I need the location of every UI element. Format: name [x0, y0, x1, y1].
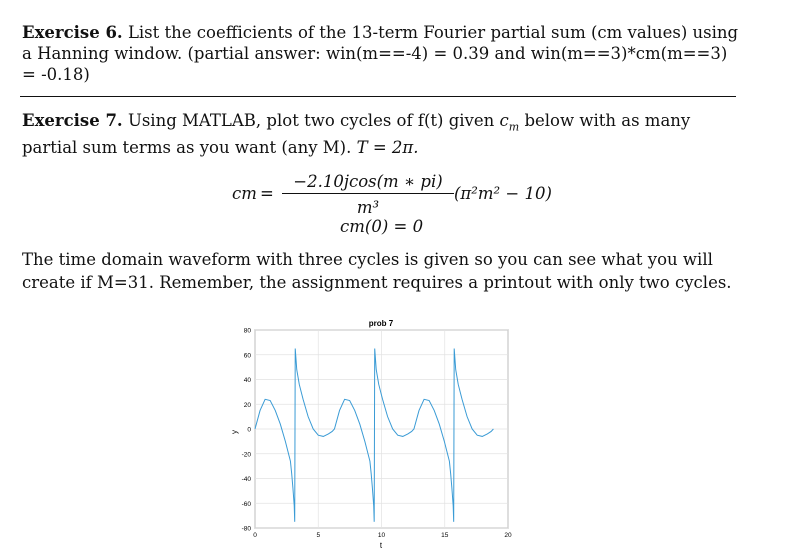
y-tick-label: 80	[243, 327, 251, 335]
waveform-description: The time domain waveform with three cycles is given so you can see what you will create if M=31. Remember, the assignment requires a printout with only two cycles.	[22, 250, 732, 292]
y-tick-labels	[242, 328, 252, 533]
equation-numerator: −2.10jcos(m ∗ pi)	[282, 172, 454, 194]
y-tick-label: -80	[241, 525, 251, 533]
y-tick-label: 20	[243, 401, 251, 409]
exercise-6-text: List the coefficients of the 13-term Fourier partial sum (cm values) using a Hanning window. (partial answer: win(m==-4) = 0.39 and win(m==3)*cm(m==3) = -0.18)	[22, 23, 739, 84]
exercise-7-label: Exercise 7.	[22, 111, 123, 130]
exercise-7	[22, 110, 742, 158]
exercise-6-label: Exercise 6.	[22, 23, 123, 42]
y-tick-label: -60	[241, 500, 251, 508]
cm-equation	[232, 172, 552, 218]
x-tick-label: 20	[504, 532, 512, 539]
equation-lhs: cm	[232, 184, 257, 203]
y-axis-label: y	[230, 430, 239, 434]
y-tick-label: 0	[247, 426, 251, 434]
x-tick-label: 15	[441, 532, 449, 539]
period-statement: T = 2π.	[356, 138, 419, 158]
cm-symbol: $c_m$	[499, 111, 520, 134]
y-tick-label: -20	[241, 451, 251, 459]
equation-equals: =	[260, 184, 274, 203]
exercise-7-text-a: Using MATLAB, plot two cycles of f(t) given	[127, 111, 500, 130]
section-divider	[20, 96, 736, 97]
y-tick-label: -40	[241, 476, 251, 483]
equation-tail: (π²m² − 10)	[454, 184, 552, 203]
x-axis-label: t	[379, 541, 383, 550]
equation-denominator: m³	[356, 198, 380, 217]
x-tick-label: 5	[316, 532, 321, 539]
waveform-plot	[228, 312, 528, 552]
y-tick-label: 40	[243, 377, 251, 384]
exercise-7-text-b: below with as many partial sum terms as you want (any M).	[22, 111, 691, 158]
x-tick-label: 10	[377, 532, 386, 539]
plot-title: prob 7	[368, 319, 394, 328]
equation-fraction	[282, 172, 454, 217]
x-tick-labels	[253, 532, 512, 539]
x-tick-label: 0	[253, 532, 257, 539]
exercise-6	[22, 22, 742, 85]
y-tick-label: 60	[243, 352, 251, 360]
zero-case-equation: cm(0) = 0	[340, 217, 424, 236]
